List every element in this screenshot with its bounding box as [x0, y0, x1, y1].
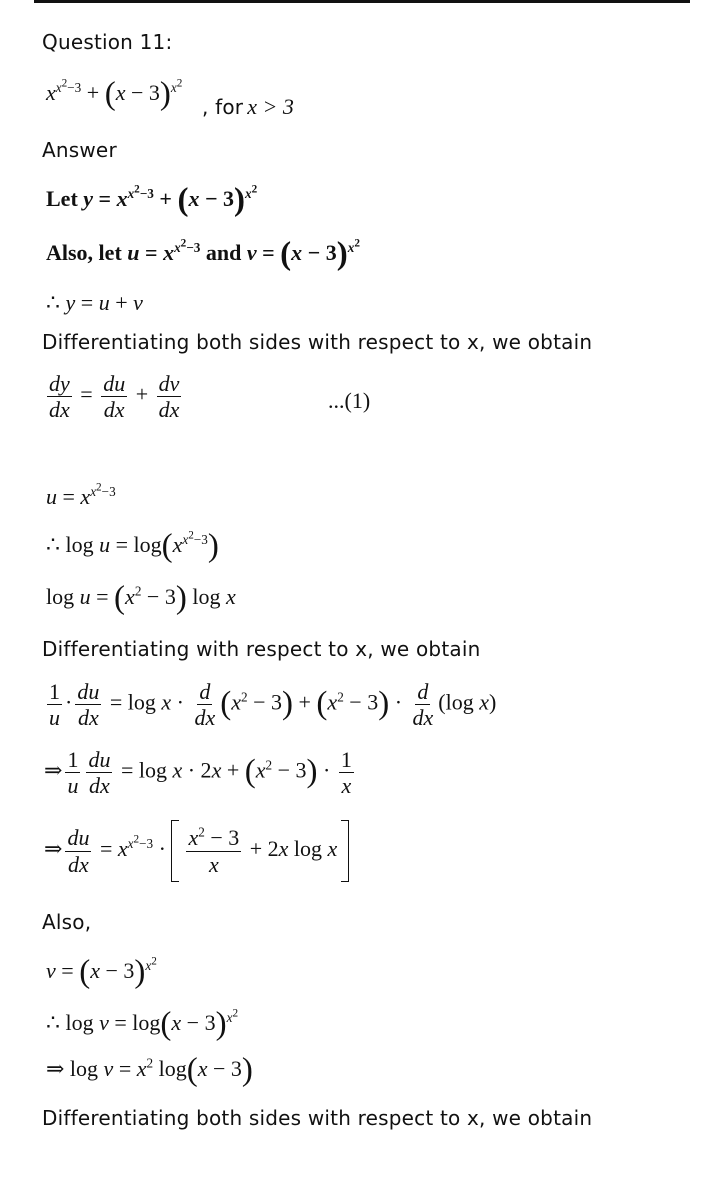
let-uv-equation: Also, let $u = x^{x^2-3}$ and $v = (x - 3)^{x^2}$ — [46, 235, 360, 272]
log-v-equation: ∴ $\log v = \log(x - 3)^{x^2}$ — [46, 1005, 239, 1042]
also-text: Also, — [42, 910, 92, 934]
diff-both-text-2: Differentiating both sides with respect to x, we obtain — [42, 1106, 593, 1130]
u-definition: $u = x^{x^2-3}$ — [46, 481, 116, 509]
v-definition: $v = (x - 3)^{x^2}$ — [46, 953, 157, 990]
equation-1: $\frac{dy}{dx}$ = $\frac{du}{dx}$ + $\frac{dv}{dx}$ — [49, 371, 180, 423]
condition-value: x > 3 — [247, 94, 294, 119]
diff-with-text: Differentiating with respect to x, we obtain — [42, 637, 481, 661]
question-heading: Question 11: — [42, 30, 173, 54]
let-y-equation: Let $y = x^{x^2-3} + (x - 3)^{x^2}$ — [46, 181, 258, 218]
problem-condition — [202, 94, 294, 120]
du-step-1: $\frac{1}{u}$ · $\frac{du}{dx}$ = log x · $\frac{d}{dx}$ $(x^2 - 3) + (x^2 - 3)$ · $\frac{d}{dx}$ (log x) — [49, 679, 497, 731]
du-step-3: ⇒ $\frac{du}{dx}$ = $x^{x^2-3}$ · $\frac{x^2 - 3}{x}$ + 2x log x — [44, 820, 349, 882]
right-bracket — [341, 820, 349, 882]
top-rule — [34, 0, 690, 3]
problem-expression: $x^{x^2-3} + (x - 3)^{x^2}$ — [46, 75, 183, 112]
answer-heading: Answer — [42, 138, 117, 162]
log-v-expanded: ⇒ $\log v = x^2$ log(x − 3) — [46, 1051, 253, 1088]
log-u-expanded: $\log u = (x^2 - 3)$ log x — [46, 579, 236, 616]
condition-label: , for — [202, 95, 244, 119]
y-sum-equation: ∴ y = u + v — [46, 290, 143, 315]
log-u-equation: ∴ $\log u = \log(x^{x^2-3})$ — [46, 527, 219, 564]
du-step-2: ⇒ $\frac{1}{u}$ $\frac{du}{dx}$ = $\log x \cdot 2x + (x^2 - 3)$ · $\frac{1}{x}$ — [44, 747, 352, 799]
left-bracket — [171, 820, 179, 882]
diff-both-text-1: Differentiating both sides with respect to x, we obtain — [42, 330, 593, 354]
equation-1-tag: ...(1) — [328, 388, 371, 413]
